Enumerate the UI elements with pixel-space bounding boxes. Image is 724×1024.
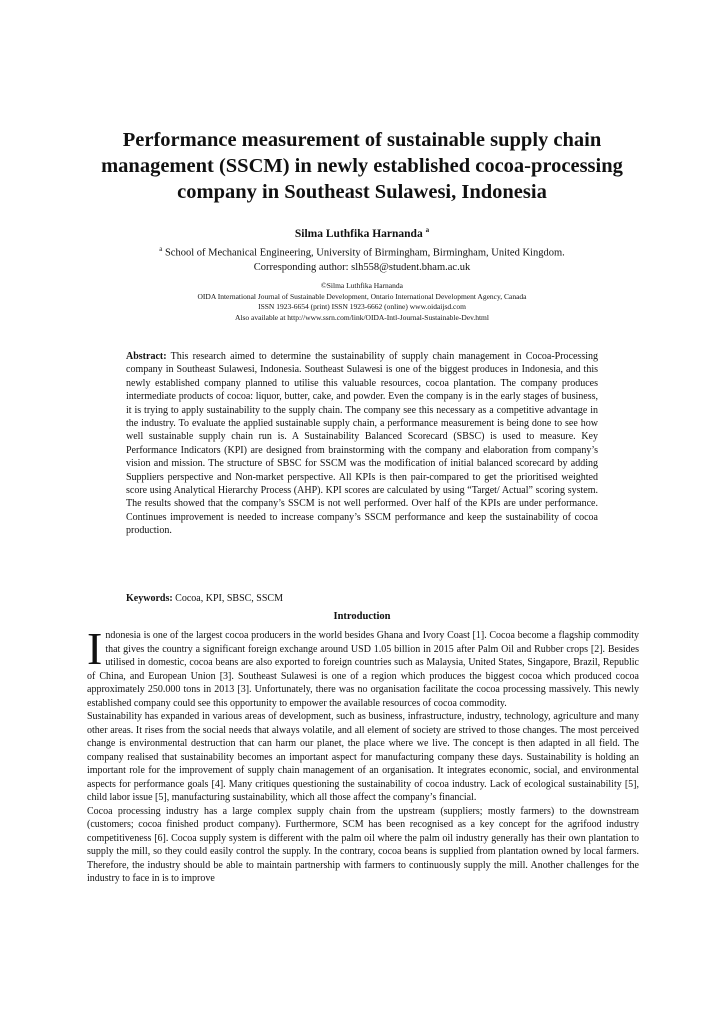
author-affiliation-mark: a bbox=[425, 226, 430, 234]
issn-line: ISSN 1923-6654 (print) ISSN 1923-6662 (online) www.oidaijsd.com bbox=[258, 302, 466, 311]
drop-cap: I bbox=[87, 623, 103, 674]
paragraph: Sustainability has expanded in various areas of development, such as business, infrastructure, industry, technology, agriculture and many other areas. It rises from the social needs that always volatile, and all element of society are strived to those changes. The most perceived change is environmental destruction that can harm our planet, the place where we live. The concept is then adapted in all field. The company realised that sustainability becomes an important aspect for manufacturing company these days. Sustainability is holding an important role for the improvement of supply chain management of an organisation. It integrates economic, social, and environmental aspects for performance goals [4]. Many critiques questioning the sustainability of cocoa industry. Lack of ecological sustainability [5], child labor issue [5], manufacturing sustainability, which all those affect the company’s financial. bbox=[87, 711, 639, 803]
affiliation-block bbox=[80, 242, 644, 275]
section-heading-introduction: Introduction bbox=[333, 611, 391, 622]
introduction-body bbox=[87, 623, 639, 886]
keywords bbox=[126, 593, 598, 604]
abstract bbox=[126, 350, 598, 538]
journal-line: OIDA International Journal of Sustainable Development, Ontario International Development Agency, Canada bbox=[197, 291, 527, 301]
affiliation-mark: a bbox=[159, 245, 163, 253]
paragraph bbox=[87, 623, 639, 710]
abstract-text: This research aimed to determine the sustainability of supply chain management in Cocoa-Processing company in Southeast Sulawesi, Indonesia. Southeast Sulawesi is one of the biggest produces in Indonesia, and this newly established company planned to utilise this valuable resources, cocoa plantation. The company produces intermediate products of cocoa: liquor, butter, cake, and powder. Even the company is in the early stages of business, it is trying to apply sustainability to the supply chain. The company see this necessary as a competitive advantage in the industry. To evaluate the applied sustainable supply chain, a performance measurement is being done to see how well sustainable supply chain run is. A Sustainability Balanced Scorecard (SBSC) is used to measure. Key Performance Indicators (KPI) are designed from brainstorming with the company and elaboration from company’s vision and mission. The structure of SBSC for SSCM was the modification of initial balanced scorecard by adding Suppliers perspective and Non-market perspective. All KPIs is then pair-compared to get the prioritised weighted score using Analytical Hierarchy Process (AHP). KPI scores are calculated by using “Target/ Actual” scoring system. The results showed that the company’s SSCM is not well performed. Over half of the KPIs are under performance. Continues improvement is needed to increase company’s SSCM performance and keep the sustainability of cocoa production. bbox=[126, 351, 598, 537]
paragraph: Cocoa processing industry has a large complex supply chain from the upstream (suppliers; mostly farmers) to the downstream (customers; cocoa finished product company). Furthermore, SCM has been recognised as a key concept for the agrifood industry competitiveness [6]. Cocoa supply system is different with the palm oil where the palm oil industry generally has their own plantation to supply the mill, so they could easily control the supply. In the contrary, cocoa beans is supplied from plantation owned by local farmers. Therefore, the industry should be able to maintain partnership with farmers to continuously supply the mill. Another challenges for the industry to face in is to improve bbox=[87, 805, 639, 884]
publication-info bbox=[60, 281, 664, 323]
paragraph-text: ndonesia is one of the largest cocoa producers in the world besides Ghana and Ivory Coast [1]. Cocoa become a flagship commodity that gives the country a significant foreign exchange around USD 1.05 billion in 2015 after Palm Oil and Rubber crops [2]. Besides utilised in domestic, cocoa beans are also exported to foreign countries such as Malaysia, United States, Singapore, Brazil, Republic of China, and European Union [3]. Southeast Sulawesi is one of a region which produces the biggest cocoa which produced cocoa approximately 250.000 tons in 2013 [3]. Unfortunately, there was no organisation facilitate the cocoa processing massively. This newly established company could see this opportunity to empower the available resources of cocoa commodity. bbox=[87, 630, 639, 709]
affiliation-line bbox=[80, 242, 644, 261]
abstract-label: Abstract: bbox=[126, 351, 167, 362]
keywords-text: Cocoa, KPI, SBSC, SSCM bbox=[175, 593, 283, 604]
corresponding-author: Corresponding author: slh558@student.bham.ac.uk bbox=[253, 261, 471, 273]
copyright-line: ©Silma Luthfika Harnanda bbox=[321, 281, 403, 290]
author-line bbox=[80, 226, 644, 240]
keywords-label: Keywords: bbox=[126, 593, 173, 604]
author-name: Silma Luthfika Harnanda bbox=[294, 227, 423, 240]
affiliation-text: School of Mechanical Engineering, University of Birmingham, Birmingham, United Kingdom. bbox=[164, 247, 565, 259]
paper-title: Performance measurement of sustainable supply chain management (SSCM) in newly established cocoa-processing company in Southeast Sulawesi, Indonesia bbox=[101, 129, 623, 203]
availability-line: Also available at http://www.ssrn.com/link/OIDA-Intl-Journal-Sustainable-Dev.html bbox=[235, 312, 489, 322]
